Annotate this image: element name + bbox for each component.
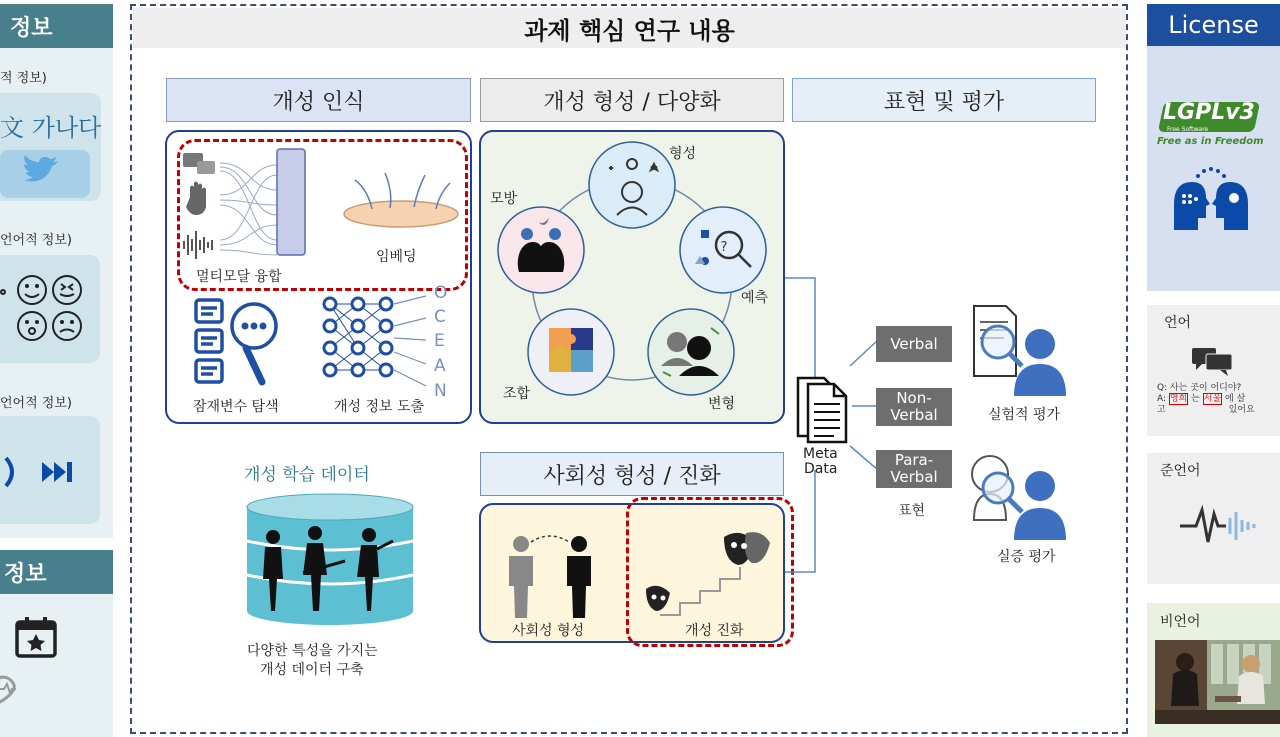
- qa-answer-line2-start: 고: [1157, 405, 1166, 415]
- calendar-star-icon: [14, 615, 58, 659]
- neural-network-icon: [318, 294, 430, 390]
- paralanguage-title: 준언어: [1160, 463, 1201, 479]
- ocean-letter: E: [434, 331, 445, 351]
- nonverbal-tag-line1: Non-: [896, 389, 932, 407]
- metadata-document-icon: [794, 372, 852, 444]
- left-section2-title: 정보: [4, 561, 47, 587]
- qa-question: Q: 사는 곳이 어디야?: [1157, 383, 1242, 393]
- multimodal-fusion-graphic: [180, 145, 465, 285]
- social-formation-label: 사회성 형성: [512, 623, 585, 639]
- fusion-label: 멀티모달 융합: [196, 269, 282, 285]
- verbal-tag-label: Verbal: [890, 334, 938, 353]
- nonverbal-title: 비언어: [1160, 614, 1201, 630]
- lgpl-text: LGPLv3: [1163, 100, 1255, 125]
- social-people-graphic: [495, 528, 605, 620]
- qa-answer-mid: 는: [1191, 394, 1200, 404]
- ocean-letter: C: [434, 307, 446, 327]
- metadata-label-line1: Meta: [803, 446, 838, 462]
- paraverbal-tag-line2: Verbal: [890, 468, 938, 486]
- left-section2-header: [0, 550, 113, 594]
- nonverbal-tag-line2: Verbal: [890, 406, 938, 424]
- qa-answer-end: 에 살: [1225, 394, 1246, 404]
- evolution-masks-graphic: [640, 525, 780, 617]
- ai-heads-icon: [1168, 164, 1254, 234]
- left-sub3-label: 언어적 정보): [0, 396, 72, 411]
- svg-text:?: ?: [720, 240, 728, 255]
- left-sub2-label: 언어적 정보): [0, 233, 72, 248]
- ocean-letter: O: [434, 283, 448, 303]
- chat-bubbles-icon: [1192, 348, 1238, 378]
- formation-predict-label: 예측: [741, 290, 769, 306]
- experimental-eval-label: 실험적 평가: [988, 407, 1061, 423]
- expression-label: 표현: [898, 503, 926, 519]
- ocean-letter: A: [434, 356, 446, 376]
- header-recognition: [166, 78, 471, 122]
- audio-wave-icon: [1180, 500, 1260, 552]
- main-title: 과제 핵심 연구 내용: [524, 16, 735, 45]
- lgpl-small-text: Free Software: [1167, 126, 1209, 133]
- paraverbal-tag: [876, 450, 952, 488]
- ocean-letters: [432, 283, 462, 407]
- database-cylinder-graphic: [245, 493, 415, 627]
- nonverbal-photo: [1155, 640, 1280, 724]
- qa-answer-line1: [1157, 394, 1280, 405]
- latent-search-icon: [190, 296, 290, 388]
- header-social: [480, 452, 784, 496]
- heart-pulse-icon: [0, 675, 30, 705]
- embedding-label: 임베딩: [376, 249, 417, 265]
- lgpl-tagline: Free as in Freedom: [1157, 136, 1264, 147]
- data-caption-line2: 개성 데이터 구축: [260, 662, 364, 678]
- verbal-tag: [876, 326, 952, 362]
- ocean-letter: N: [434, 381, 447, 401]
- qa-entity-place: 서울: [1203, 394, 1222, 404]
- characters-glyphs: 文 가나다: [0, 114, 102, 142]
- emoji-faces-icon: [0, 270, 100, 350]
- experimental-eval-icon: [968, 302, 1078, 396]
- paraverbal-tag-line1: Para-: [894, 451, 934, 469]
- metadata-label-line2: Data: [804, 461, 838, 477]
- qa-entity-name: 영희: [1169, 394, 1188, 404]
- formation-transform-label: 변형: [708, 396, 736, 412]
- data-title: 개성 학습 데이터: [244, 465, 370, 485]
- lgpl-logo: [1157, 100, 1265, 152]
- left-section1-title: 정보: [10, 15, 53, 41]
- qa-answer-prefix: A:: [1157, 394, 1167, 404]
- header-evaluation-label: 표현 및 평가: [883, 89, 1005, 115]
- header-formation: [480, 78, 784, 122]
- formation-combine-label: 조합: [503, 386, 531, 402]
- formation-form-label: 형성: [669, 146, 697, 162]
- nonverbal-tag: [876, 388, 952, 426]
- left-sub1-label: 적 정보): [0, 71, 47, 86]
- license-header: [1147, 4, 1280, 46]
- left-section1-header: [0, 4, 113, 48]
- derive-label: 개성 정보 도출: [334, 399, 425, 415]
- header-evaluation: [792, 78, 1096, 122]
- qa-example: [1157, 383, 1280, 423]
- left-panel: [0, 0, 113, 737]
- formation-cycle-graphic: [479, 130, 785, 424]
- twitter-icon: [0, 150, 90, 198]
- media-controls-icon: [0, 450, 100, 494]
- qa-answer-line2: [1157, 405, 1280, 416]
- header-social-label: 사회성 형성 / 진화: [543, 463, 721, 489]
- license-title: License: [1168, 11, 1259, 39]
- data-caption-line1: 다양한 특성을 가지는: [247, 643, 378, 659]
- empirical-eval-label: 실증 평가: [997, 549, 1056, 565]
- qa-answer-line2-end: 있어요: [1228, 405, 1255, 415]
- latent-label: 잠재변수 탐색: [193, 399, 279, 415]
- empirical-eval-icon: [968, 450, 1078, 542]
- language-title: 언어: [1164, 315, 1192, 331]
- header-recognition-label: 개성 인식: [272, 89, 365, 115]
- main-title-bar: [133, 8, 1126, 48]
- evolution-label: 개성 진화: [685, 623, 744, 639]
- header-formation-label: 개성 형성 / 다양화: [543, 89, 721, 115]
- formation-imitate-label: 모방: [490, 191, 518, 207]
